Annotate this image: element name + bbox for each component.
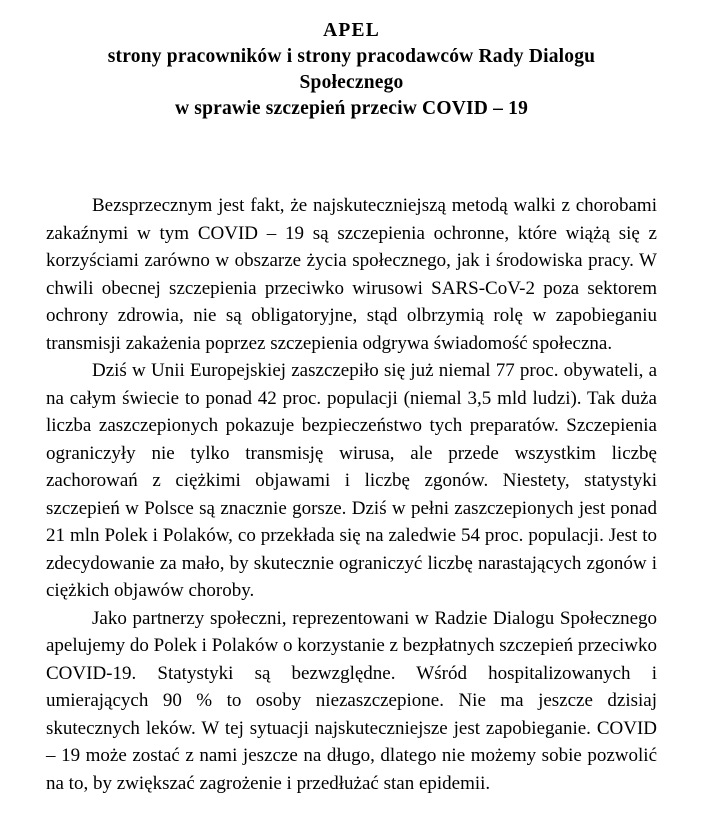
paragraph: Bezsprzecznym jest fakt, że najskuteczniejszą metodą walki z chorobami zakaźnymi w tym COVID – 19 są szczepienia ochronne, które wiążą się z korzyściami zarówno w obszarze życia społecznego, jak i środowiska pracy. W chwili obecnej szczepienia przeciwko wirusowi SARS-CoV-2 poza sektorem ochrony zdrowia, nie są obligatoryjne, stąd olbrzymią rolę w zapobieganiu transmisji zakażenia poprzez szczepienia odgrywa świadomość społeczna.: [46, 195, 657, 354]
title-line-1: APEL: [323, 20, 380, 41]
title-line-4: w sprawie szczepień przeciw COVID – 19: [174, 98, 529, 119]
paragraph: Dziś w Unii Europejskiej zaszczepiło się już niemal 77 proc. obywateli, a na całym świecie to ponad 42 proc. populacji (niemal 3,5 mld ludzi). Tak duża liczba zaszczepionych pokazuje bezpieczeństwo tych preparatów. Szczepienia ograniczyły nie tylko transmisję wirusa, ale przede wszystkim liczbę zachorowań z ciężkimi objawami i liczbę zgonów. Niestety, statystyki szczepień w Polsce są znacznie gorsze. Dziś w pełni zaszczepionych jest ponad 21 mln Polek i Polaków, co przekłada się na zaledwie 54 proc. populacji. Jest to zdecydowanie za mało, by skutecznie ograniczyć liczbę narastających zgonów i ciężkich objawów choroby.: [46, 360, 657, 601]
title-body-spacer: [46, 122, 657, 192]
title-line-3: Społecznego: [299, 72, 404, 93]
paragraph: Jako partnerzy społeczni, reprezentowani w Radzie Dialogu Społecznego apelujemy do Polek i Polaków o korzystanie z bezpłatnych szczepień przeciwko COVID-19. Statystyki są bezwzględne. Wśród hospitalizowanych i umierających 90 % to osoby niezaszczepione. Nie ma jeszcze dzisiaj skutecznych leków. W tej sytuacji najskuteczniejsze jest zapobieganie. COVID – 19 może zostać z nami jeszcze na długo, dlatego nie możemy sobie pozwolić na to, by zwiększać zagrożenie i przedłużać stan epidemii.: [46, 607, 657, 794]
document-title: [46, 18, 657, 122]
document-body: [46, 192, 657, 797]
title-line-2: strony pracowników i strony pracodawców Rady Dialogu: [107, 46, 596, 67]
